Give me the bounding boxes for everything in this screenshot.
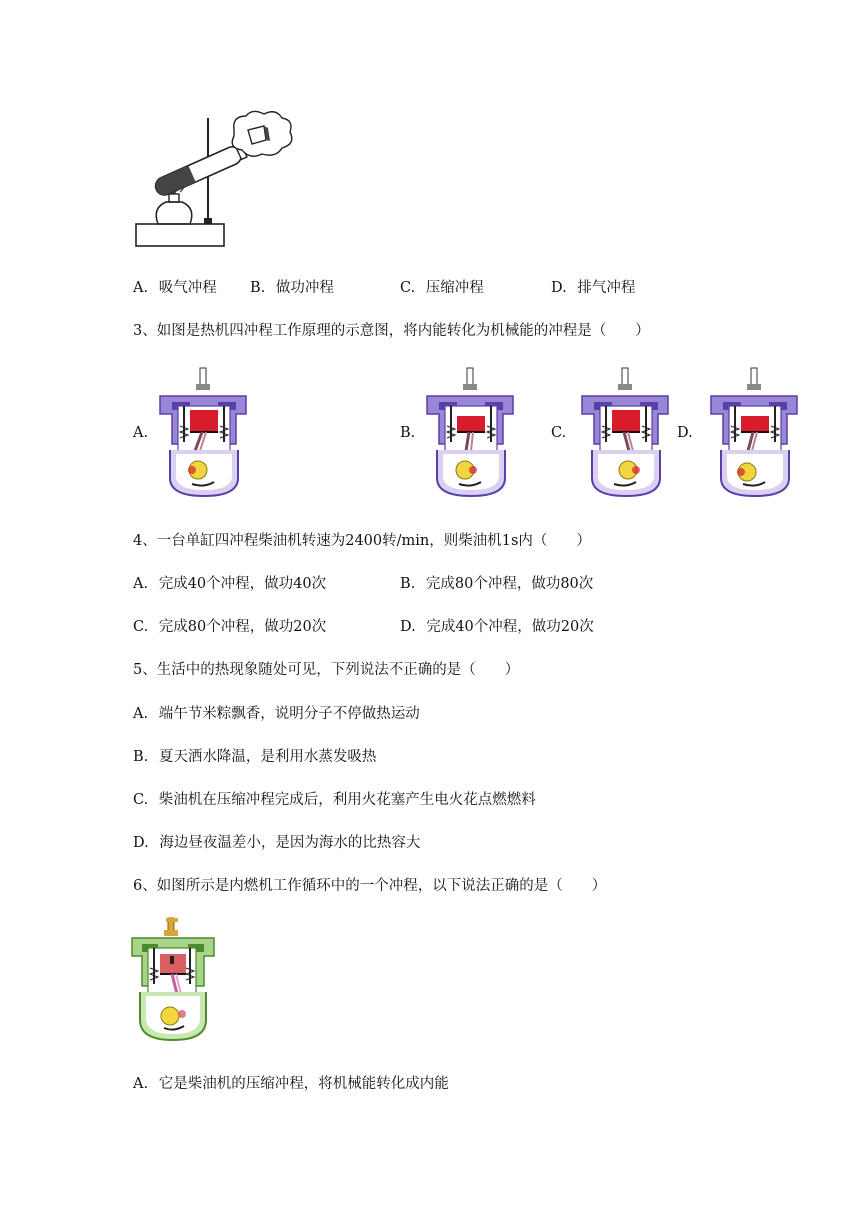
test-tube-heating-figure bbox=[130, 108, 300, 253]
q2-option-b[interactable] bbox=[250, 276, 334, 297]
q5-option-a-letter: A. bbox=[133, 706, 149, 722]
engine-diagram-a bbox=[156, 366, 252, 500]
q3-label-b[interactable]: B. bbox=[400, 425, 416, 441]
q5-option-d-text: 海边昼夜温差小，是因为海水的比热容大 bbox=[159, 835, 421, 851]
q6-stem: 6、如图所示是内燃机工作循环中的一个冲程，以下说法正确的是（ ） bbox=[133, 878, 607, 894]
q2-option-c-letter: C. bbox=[400, 280, 416, 296]
engine-diagram-c bbox=[578, 366, 674, 500]
q5-option-a-text: 端午节米粽飘香，说明分子不停做热运动 bbox=[158, 706, 420, 722]
q5-option-c-text: 柴油机在压缩冲程完成后，利用火花塞产生电火花点燃燃料 bbox=[158, 792, 536, 808]
q3-label-a[interactable]: A. bbox=[133, 425, 149, 441]
q6-option-a-text: 它是柴油机的压缩冲程，将机械能转化成内能 bbox=[158, 1076, 449, 1092]
q4-option-a-text: 完成40个冲程，做功40次 bbox=[158, 576, 327, 592]
q2-option-a-text: 吸气冲程 bbox=[158, 280, 217, 296]
q6-option-a[interactable] bbox=[133, 1072, 449, 1093]
q5-option-b-text: 夏天洒水降温，是利用水蒸发吸热 bbox=[158, 749, 377, 765]
engine-diagram-d bbox=[707, 366, 803, 500]
q4-option-a-letter: A. bbox=[133, 576, 149, 592]
q4-option-c[interactable] bbox=[133, 615, 326, 636]
q5-option-b[interactable] bbox=[133, 745, 376, 766]
q2-option-d[interactable] bbox=[551, 276, 635, 297]
q4-option-c-text: 完成80个冲程，做功20次 bbox=[158, 619, 327, 635]
q5-option-c-letter: C. bbox=[133, 792, 149, 808]
engine-diagram-green bbox=[130, 916, 216, 1044]
q2-option-d-letter: D. bbox=[551, 280, 567, 296]
q2-option-d-text: 排气冲程 bbox=[577, 280, 636, 296]
q2-option-a[interactable] bbox=[133, 276, 217, 297]
q3-label-d[interactable]: D. bbox=[677, 425, 693, 441]
q5-option-d-letter: D. bbox=[133, 835, 149, 851]
q4-stem: 4、一台单缸四冲程柴油机转速为2400转/min，则柴油机1s内（ ） bbox=[133, 533, 591, 549]
q4-option-b-letter: B. bbox=[400, 576, 416, 592]
q2-option-a-letter: A. bbox=[133, 280, 149, 296]
q4-option-d[interactable] bbox=[400, 615, 594, 636]
q4-option-d-letter: D. bbox=[400, 619, 416, 635]
q5-option-a[interactable] bbox=[133, 702, 420, 723]
q2-option-c[interactable] bbox=[400, 276, 484, 297]
q5-stem: 5、生活中的热现象随处可见，下列说法不正确的是（ ） bbox=[133, 662, 520, 678]
q2-option-b-text: 做功冲程 bbox=[275, 280, 334, 296]
q4-option-b[interactable] bbox=[400, 572, 593, 593]
q2-option-c-text: 压缩冲程 bbox=[425, 280, 484, 296]
q2-option-b-letter: B. bbox=[250, 280, 266, 296]
q4-option-b-text: 完成80个冲程，做功80次 bbox=[425, 576, 594, 592]
q4-option-a[interactable] bbox=[133, 572, 326, 593]
q4-option-d-text: 完成40个冲程，做功20次 bbox=[426, 619, 594, 635]
q6-option-a-letter: A. bbox=[133, 1076, 149, 1092]
q4-option-c-letter: C. bbox=[133, 619, 149, 635]
q3-stem: 3、如图是热机四冲程工作原理的示意图，将内能转化为机械能的冲程是（ ） bbox=[133, 323, 650, 339]
engine-diagram-b bbox=[423, 366, 519, 500]
q3-label-c[interactable]: C. bbox=[551, 425, 567, 441]
q5-option-c[interactable] bbox=[133, 788, 536, 809]
q5-option-d[interactable] bbox=[133, 831, 420, 852]
q5-option-b-letter: B. bbox=[133, 749, 149, 765]
